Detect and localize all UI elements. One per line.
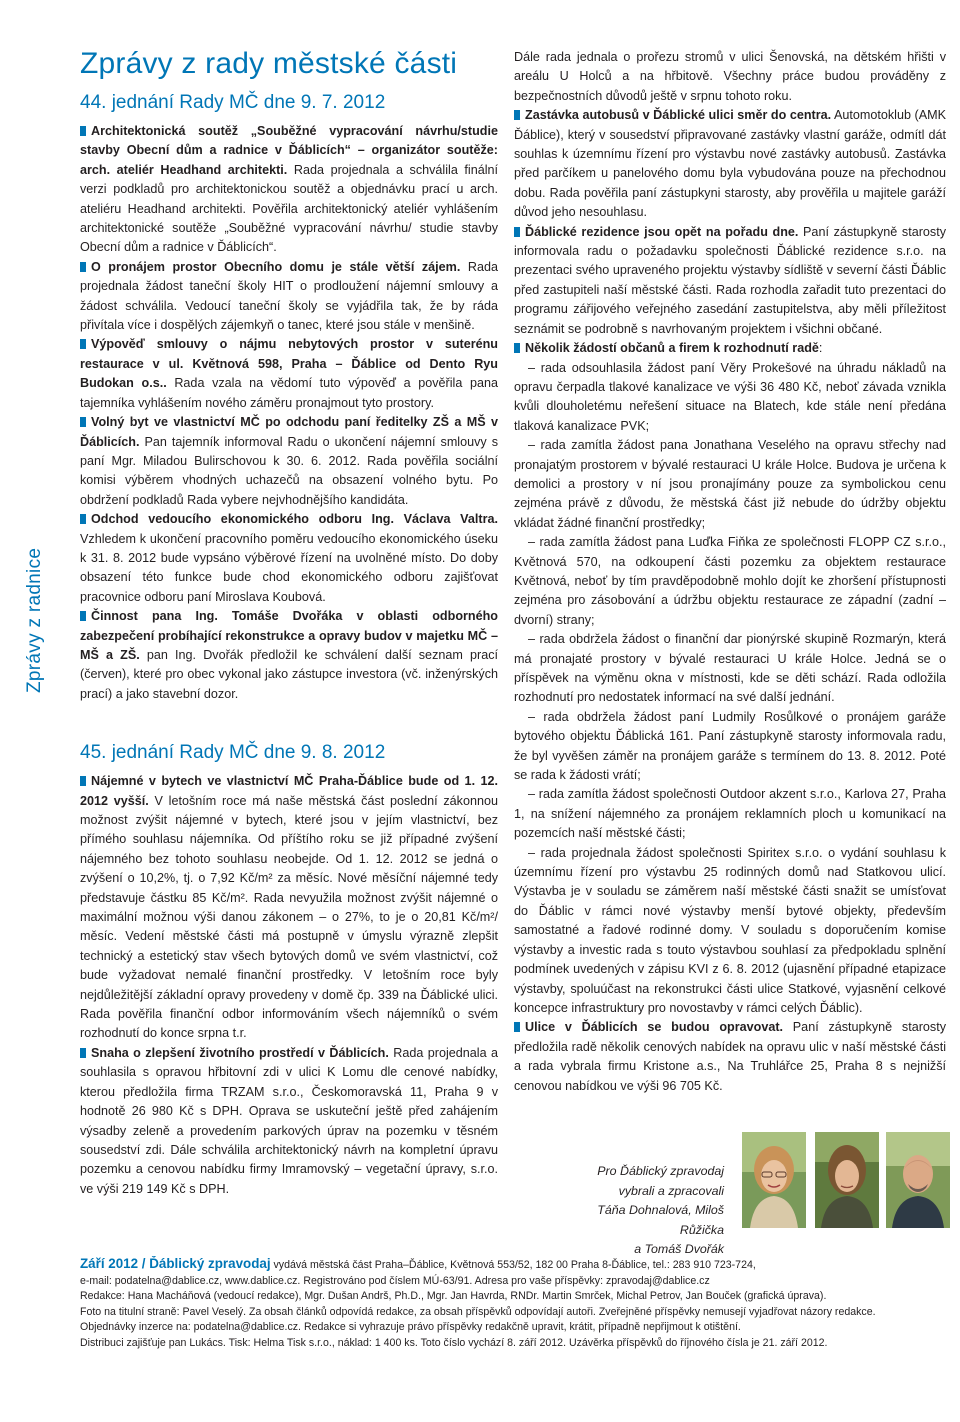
request-list-item: – rada zamítla žádost pana Luďka Fiňka ze společnosti FLOPP CZ s.r.o., Květnová 570, na odkoupení části pozemku za objektem restaurace Květnová, neboť by tím pravděpodobně mohlo dojít ke zhoršení přístupnosti zejména pro zásobování a údržbu objektu restaurace ze západní (zadní – dvorní) strany; <box>514 535 946 627</box>
bullet-square-icon <box>80 417 86 427</box>
author-credit <box>566 1162 724 1260</box>
right-item <box>514 106 946 222</box>
page-title: Zprávy z rady městské části <box>80 47 458 80</box>
session-44-item <box>80 122 498 258</box>
right-last-item <box>514 1018 946 1096</box>
imprint-line-2: e-mail: podatelna@dablice.cz, www.dablice.cz. Registrováno pod číslem MÚ-63/91. Adresa pro vaše příspěvky: zpravodaj@dablice.cz <box>80 1274 710 1287</box>
bullet-square-icon <box>514 227 520 237</box>
item-heading: Volný byt ve vlastnictví MČ po odchodu paní ředitelky ZŠ a MŠ v Ďáblicích. <box>80 415 498 449</box>
right-items <box>514 106 946 358</box>
credit-line: Pro Ďáblický zpravodaj <box>597 1164 724 1178</box>
right-item <box>514 223 946 339</box>
item-text: Paní zástupkyně starosty informovala radu o požadavku společnosti Ďáblické rezidence s.r.o. na prezentaci svého upraveného projektu výstavby sídliště v severní části Ďáblic před zastupiteli naší městské části. Rada rozhodla zařadit tuto prezentaci do programu zářijového veřejného zasedání zastupitelstva, aby měli příležitost seznámit se podrobně s navrhovaným projektem i všichni občané. <box>514 224 946 336</box>
session-45-item <box>80 772 498 1044</box>
session-44-items <box>80 122 498 704</box>
bullet-square-icon <box>80 611 86 621</box>
credit-line: Táňa Dohnalová, Miloš Růžička <box>597 1203 724 1237</box>
session-44-heading: 44. jednání Rady MČ dne 9. 7. 2012 <box>80 92 386 113</box>
session-45-item <box>80 1044 498 1199</box>
item-text: Automotoklub (AMK Ďáblice), který v sousedství připravované zastávky vlastní garáže, odmítl dát souhlas k územnímu řízení pro výstavbu nové zastávky autobusů. Zastávka před parčíkem u panelového domu byla vybudována pouze na přechodnou dobu. Rada pověřila paní zástupkyni starosty, aby prověřila u majitele garáží důvod jeho nesouhlasu. <box>514 108 946 220</box>
item-heading: Snaha o zlepšení životního prostředí v Ďáblicích. <box>91 1045 389 1060</box>
imprint-line-6: Distribuci zajišťuje pan Lukács. Tisk: Helma Tisk s.r.o., náklad: 1 400 ks. Toto číslo vychází 8. září 2012. Uzávěrka příspěvků do říjnového čísla je 21. září 2012. <box>80 1336 828 1349</box>
bullet-square-icon <box>514 110 520 120</box>
item-text: pan Ing. Dvořák předložil ke schválení další seznam prací (červen), které pro obec vykonal jako zástupce investora (vč. inženýrských prací) a jako stavební dozor. <box>80 647 498 701</box>
item-text: Rada vzala na vědomí tuto výpověď a pověřila pana tajemníka vyhlášením nového záměru pronajmout tyto prostory. <box>80 376 498 410</box>
bullet-square-icon <box>514 343 520 353</box>
item-heading: Ďáblické rezidence jsou opět na pořadu dne. <box>525 224 799 239</box>
item-text: V letošním roce má naše městská část poslední zákonnou možnost zvýšit nájemné v bytech, které jsou v jejím vlastnictví, bez přímého souhlasu nájemníka. Od příštího roku se již případné zvýšení nájemného bez tohoto souhlasu neobejde. Od 1. 12. 2012 se jedná o zvýšení o 10,2%, tj. o 7,92 Kč/m² za měsíc. Nové měsíční nájemné tedy představuje částku 85 Kč/m². Rada nevyužila možnost zvýšit nájemné o maximální možnou výši danou zákonem – o 27%, to je o 20,81 Kč/m²/ měsíc. Vedení městské části má postupně v úmyslu výrazně zlepšit technický a estetický stav všech bytových domů ve svém vlastnictví, což bude vyžadovat nemalé finanční prostředky. V letošním roce byly nejdůležitější základní opravy provedeny v domě čp. 339 na Ďáblické ulici. Rada pověřila finanční odbor informováním všech nájemníků o svém rozhodnutí do konce srpna t.r. <box>80 793 498 1041</box>
side-section-label: Zprávy z radnice <box>24 547 45 693</box>
right-column <box>514 48 946 1096</box>
author-photo-2 <box>815 1132 879 1228</box>
item-heading: Výpověď smlouvy o nájmu nebytových prostor v suterénu restaurace v ul. Květnová 598, Praha – Ďáblice od Dento Ryu Budokan o.s.. <box>80 337 498 391</box>
bullet-square-icon <box>80 262 86 272</box>
imprint-line-5: Objednávky inzerce na: podatelna@dablice.cz. Redakce si vyhrazuje právo příspěvky redakčně upravit, krátit, případně nepřijmout k otištění. <box>80 1321 741 1334</box>
credit-line: vybrali a zpracovali <box>618 1183 724 1198</box>
item-heading: Činnost pana Ing. Tomáše Dvořáka v oblasti odborného zabezpečení probíhající rekonstrukce a opravy budov v majetku MČ – MŠ a ZŠ. <box>80 609 498 662</box>
item-text: Paní zástupkyně starosty předložila radě několik cenových nabídek na opravu ulic v naší městské části a rada vybrala firmu Kristone a.s., Na Truhlářce 25, Praha 8 s nejnižší cenovou nabídkou ve výši 96 705 Kč. <box>514 1020 946 1093</box>
session-45-items <box>80 772 498 1199</box>
request-list-item: – rada zamítla žádost společnosti Outdoor akzent s.r.o., Karlova 27, Praha 1, na snížení nájemného za pronájem reklamních ploch u komunikací na pozemcích naší městské části; <box>514 787 946 841</box>
issue-month: Září 2012 / <box>80 1256 150 1271</box>
session-44-item <box>80 510 498 607</box>
imprint-line-3: Redakce: Hana Macháňová (vedoucí redakce), Mgr. Dušan Andrš, Ph.D., Mgr. Jan Havrda, RNDr. Martin Smrček, Michal Petrov, Jan Bouček (grafická úprava). <box>80 1290 827 1303</box>
bullet-square-icon <box>80 339 86 349</box>
magazine-name: Ďáblický zpravodaj <box>149 1256 271 1271</box>
item-heading: Odchod vedoucího ekonomického odboru Ing. Václava Valtra. <box>91 512 498 527</box>
credit-line: a Tomáš Dvořák <box>634 1242 724 1257</box>
imprint-publisher: vydává městská část Praha–Ďáblice, Květnová 553/52, 182 00 Praha 8-Ďáblice, tel.: 283 910 723-724, <box>270 1259 756 1271</box>
bullet-square-icon <box>80 776 86 786</box>
left-column <box>80 46 498 1199</box>
intro-paragraph: Dále rada jednala o prořezu stromů v ulici Šenovská, na dětském hřišti v areálu U Holců a na hřbitově. Všechny práce budou prováděny z bezpečnostních důvodů ještě v srpnu tohoto roku. <box>514 50 946 103</box>
item-text: Vzhledem k ukončení pracovního poměru vedoucího ekonomického úseku k 31. 8. 2012 bude vypsáno výběrové řízení na uvolněné místo. Do doby obsazení této funkce bude chod ekonomického odboru zajišťovat pracovnice odboru paní Miroslava Koubová. <box>80 531 498 604</box>
imprint-footer <box>80 1256 946 1352</box>
session-45-heading: 45. jednání Rady MČ dne 9. 8. 2012 <box>80 742 386 764</box>
item-heading: Zastávka autobusů v Ďáblické ulici směr do centra. <box>525 108 832 123</box>
item-heading: Nájemné v bytech ve vlastnictví MČ Praha-Ďáblice bude od 1. 12. 2012 vyšší. <box>80 774 498 808</box>
item-heading: Několik žádostí občanů a firem k rozhodnutí radě <box>525 341 819 356</box>
session-44-item <box>80 335 498 413</box>
bullet-square-icon <box>80 1048 86 1058</box>
request-list-item: – rada odsouhlasila žádost paní Věry Prokešové na úhradu nákladů na opravu čerpadla tlakové kanalizace ve výši 36 480 Kč, neboť závada vznikla kvůli dlouholetému neřešení situace na Blatech, kde stále není předána tlaková kanalizace PVK; <box>514 360 946 433</box>
bullet-square-icon <box>80 514 86 524</box>
bullet-square-icon <box>80 126 86 136</box>
item-heading: Architektonická soutěž „Souběžné vypracování návrhu/studie stavby Obecní dům a radnice v Ďáblicích“ – organizátor soutěže: arch. ateliér Headhand architekti. <box>80 124 498 177</box>
request-list-item: – rada obdržela žádost paní Ludmily Rosůlkové o pronájem garáže bytového objektu Ďáblická 161. Paní zástupkyně starosty informovala radu, že byl vyvěšen záměr na pronájem garáže s termínem do 13. 8. 2012. Poté se rada k žádosti vrátí; <box>514 709 946 783</box>
item-text: Rada projednala a schválila finální verzi podkladů pro architektonickou soutěž a objednávku prací u arch. ateliéru Headhand architekti. Pověřila architektonický ateliér vyhlášením architektonické soutěže „Souběžné vypracování návrhu/ studie stavby Obecní dům a radnice v Ďáblicích“. <box>80 162 499 255</box>
request-list-item: – rada obdržela žádost o finanční dar pionýrské skupině Rozmarýn, která má pronajaté prostory v bývalé restauraci U krále Holce. Jedná se o příspěvek na výměnu okna v místnosti, kde se děti schází. Rada odložila rozhodnutí pro nedostatek informací na své další jednání. <box>514 632 946 705</box>
item-text: Rada projednala žádost taneční školy HIT o prodloužení nájemní smlouvy a žádost schválila. Vedoucí taneční školy se vyjádřila tak, že by ráda přivítala více i dospělých zájemkyň o tanec, které jsou stále v menšině. <box>80 259 498 333</box>
imprint-line-1 <box>80 1256 946 1274</box>
item-text: : <box>818 341 823 356</box>
request-list-item: – rada projednala žádost společnosti Spiritex s.r.o. o vydání souhlasu k územnímu řízení pro výstavbu 25 rodinných domů nad Statkovou ulicí. Výstavba je v souladu se záměrem naší městské části snažit se umísťovat do Ďáblic v rámci nové výstavby menší bytové objekty, především samostatné a řadové rodinné domy. V souladu s doporučením komise výstavby a investic rada s touto výstavbou souhlasí za předpokladu splnění podmínek uvedených v zápisu KVI z 6. 8. 2012 (ujasnění případné etapizace výstavby, spoluúčast na rekonstrukci části ulice Statkové, vyjasnění celkové koncepce infrastruktury pro novostavby v rámci celých Ďáblic). <box>514 845 946 1015</box>
author-photo-1 <box>742 1132 806 1228</box>
item-heading: O pronájem prostor Obecního domu je stále větší zájem. <box>91 259 461 274</box>
last-item <box>514 1018 946 1096</box>
imprint-line-4: Foto na titulní straně: Pavel Veselý. Za obsah článků odpovídá redakce, za obsah příspěvků odpovídají autoři. Zveřejněné příspěvky nemusejí vyjadřovat názory redakce. <box>80 1305 876 1318</box>
item-text: Rada projednala a souhlasila s opravou hřbitovní zdi v ulici K Lomu dle cenové nabídky, kterou předložila firma TRZAM s.r.o., Českomoravská 11, Praha 9 v hodnotě 26 980 Kč s DPH. Oprava se uskuteční ještě před zahájením výsadby zeleně a provedením parkových úprav na pozemku v těsném sousedství zdi. Dále schválila architektonický návrh na kompletní úpravu pozemku a cenovou nabídku firmy Imramovský – vegetační úpravy, s.r.o. ve výši 219 149 Kč s DPH. <box>80 1045 498 1196</box>
request-list <box>514 359 946 1019</box>
bullet-square-icon <box>514 1022 520 1032</box>
right-item <box>514 339 946 358</box>
session-44-item <box>80 258 498 336</box>
session-44-item <box>80 607 498 704</box>
item-heading: Ulice v Ďáblicích se budou opravovat. <box>525 1020 784 1035</box>
author-photo-3 <box>886 1132 950 1228</box>
request-list-item: – rada zamítla žádost pana Jonathana Veselého na opravu střechy nad pronajatým prostorem v bývalé restauraci U krále Holce. Budova je určena k demolici a prostory v ní jsou pronajímány pouze za symbolickou cenu zejména právě z důvodu, že městská část již nebude do údržby objektu vkládat žádné finanční prostředky; <box>514 438 946 530</box>
session-44-item <box>80 413 498 510</box>
item-text: Pan tajemník informoval Radu o ukončení nájemní smlouvy s paní Mgr. Miladou Bulirschovou k 30. 6. 2012. Rada pověřila sociální komisi výběrem vhodných uchazečů na obsazení volného bytu. Po obdržení podkladů Rada vybere nejvhodnějšího kandidáta. <box>80 434 498 507</box>
